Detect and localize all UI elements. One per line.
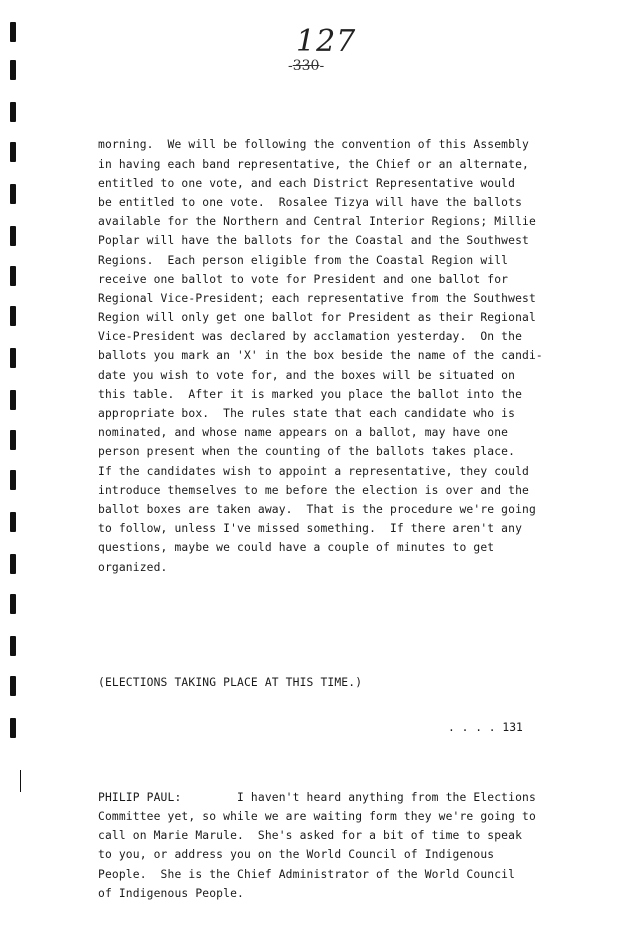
text-line: If the candidates wish to appoint a representative, they could <box>98 464 529 478</box>
text-line: of Indigenous People. <box>98 886 244 900</box>
text-line: to follow, unless I've missed something. If there aren't any <box>98 522 523 536</box>
text-line: in having each band representative, the Chief or an alternate, <box>98 157 529 171</box>
text-line: organized. <box>98 560 168 574</box>
paragraph-2 <box>98 788 578 903</box>
text-line: Committee yet, so while we are waiting form they we're going to <box>98 810 536 824</box>
text-line: person present when the counting of the ballots takes place. <box>98 445 516 459</box>
text-line: Regions. Each person eligible from the Coastal Region will <box>98 253 509 267</box>
text-line: Poplar will have the ballots for the Coastal and the Southwest <box>98 234 529 248</box>
text-line: PHILIP PAUL: I haven't heard anything from the Elections <box>98 790 536 804</box>
text-line: nominated, and whose name appears on a ballot, may have one <box>98 426 509 440</box>
paragraph-1 <box>98 135 578 576</box>
text-line: introduce themselves to me before the election is over and the <box>98 483 529 497</box>
footer-page-number: . . . . 131 <box>448 721 523 734</box>
text-line: morning. We will be following the convention of this Assembly <box>98 138 529 152</box>
text-line: ballots you mark an 'X' in the box beside the name of the candi- <box>98 349 543 363</box>
crossed-out-page-number: -330- <box>288 58 325 74</box>
text-line: date you wish to vote for, and the boxes will be situated on <box>98 368 516 382</box>
stage-direction: (ELECTIONS TAKING PLACE AT THIS TIME.) <box>98 675 363 689</box>
text-line: questions, maybe we could have a couple of minutes to get <box>98 541 495 555</box>
edge-mark <box>20 770 21 792</box>
text-line: receive one ballot to vote for President and one ballot for <box>98 272 509 286</box>
text-line: be entitled to one vote. Rosalee Tizya will have the ballots <box>98 195 523 209</box>
text-line: call on Marie Marule. She's asked for a bit of time to speak <box>98 829 523 843</box>
handwritten-page-number: 127 <box>296 24 357 59</box>
text-line: to you, or address you on the World Council of Indigenous <box>98 848 495 862</box>
transcript-body <box>98 97 578 941</box>
text-line: appropriate box. The rules state that each candidate who is <box>98 407 516 421</box>
text-line: available for the Northern and Central Interior Regions; Millie <box>98 215 536 229</box>
text-line: entitled to one vote, and each District Representative would <box>98 176 516 190</box>
text-line: this table. After it is marked you place the ballot into the <box>98 387 523 401</box>
binder-holes <box>10 0 22 800</box>
text-line: Regional Vice-President; each representative from the Southwest <box>98 291 536 305</box>
text-line: ballot boxes are taken away. That is the procedure we're going <box>98 502 536 516</box>
text-line: Vice-President was declared by acclamation yesterday. On the <box>98 330 523 344</box>
text-line: People. She is the Chief Administrator of the World Council <box>98 867 516 881</box>
text-line: Region will only get one ballot for President as their Regional <box>98 311 536 325</box>
